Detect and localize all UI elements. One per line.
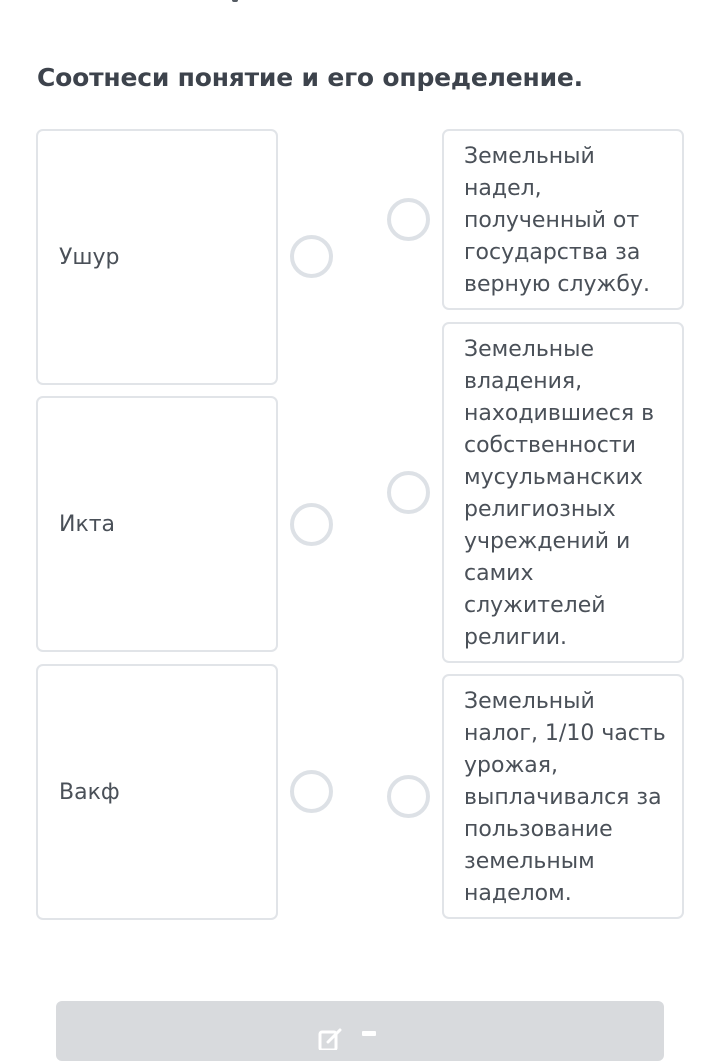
definition-card-2[interactable] [442, 322, 684, 663]
scroll-cutoff-glyph [232, 0, 238, 2]
term-card-ikta[interactable] [36, 396, 278, 652]
edit-icon [318, 1028, 344, 1050]
definition-radio-icon[interactable] [387, 198, 430, 241]
definition-line: религиозных [464, 497, 616, 522]
page-title: Соотнеси понятие и его определение. [37, 63, 583, 92]
definition-line: владения, [464, 369, 583, 394]
term-radio-icon[interactable] [290, 503, 333, 546]
submit-button[interactable] [56, 1001, 664, 1061]
definition-line: урожая, [464, 753, 558, 778]
definition-line: пользование [464, 817, 613, 842]
term-label: Вакф [59, 779, 120, 805]
definition-line: собственности [464, 433, 636, 458]
term-label: Ушур [59, 244, 120, 270]
definition-line: полученный от [464, 208, 640, 233]
definition-line: находившиеся в [464, 401, 655, 426]
definition-line: самих [464, 561, 534, 586]
definition-card-1[interactable] [442, 129, 684, 310]
definition-radio-icon[interactable] [387, 471, 430, 514]
definition-line: верную службу. [464, 272, 650, 297]
definition-line: государства за [464, 240, 641, 265]
definition-line: налог, 1/10 часть [464, 721, 666, 746]
definition-line: Земельный [464, 689, 595, 714]
definition-line: надел, [464, 176, 542, 201]
term-card-vakf[interactable] [36, 664, 278, 920]
definition-radio-icon[interactable] [387, 775, 430, 818]
term-radio-icon[interactable] [290, 770, 333, 813]
definition-line: Земельные [464, 337, 595, 362]
definition-line: религии. [464, 625, 568, 650]
definition-card-3[interactable] [442, 674, 684, 919]
term-card-ushur[interactable] [36, 129, 278, 385]
definition-line: служителей [464, 593, 606, 618]
definition-line: земельным [464, 849, 595, 874]
definition-line: Земельный [464, 144, 595, 169]
submit-label-fragment [362, 1031, 376, 1036]
definition-line: выплачивался за [464, 785, 662, 810]
definition-line: наделом. [464, 881, 572, 906]
definition-line: мусульманских [464, 465, 643, 490]
term-label: Икта [59, 511, 116, 537]
term-radio-icon[interactable] [290, 235, 333, 278]
definition-line: учреждений и [464, 529, 631, 554]
